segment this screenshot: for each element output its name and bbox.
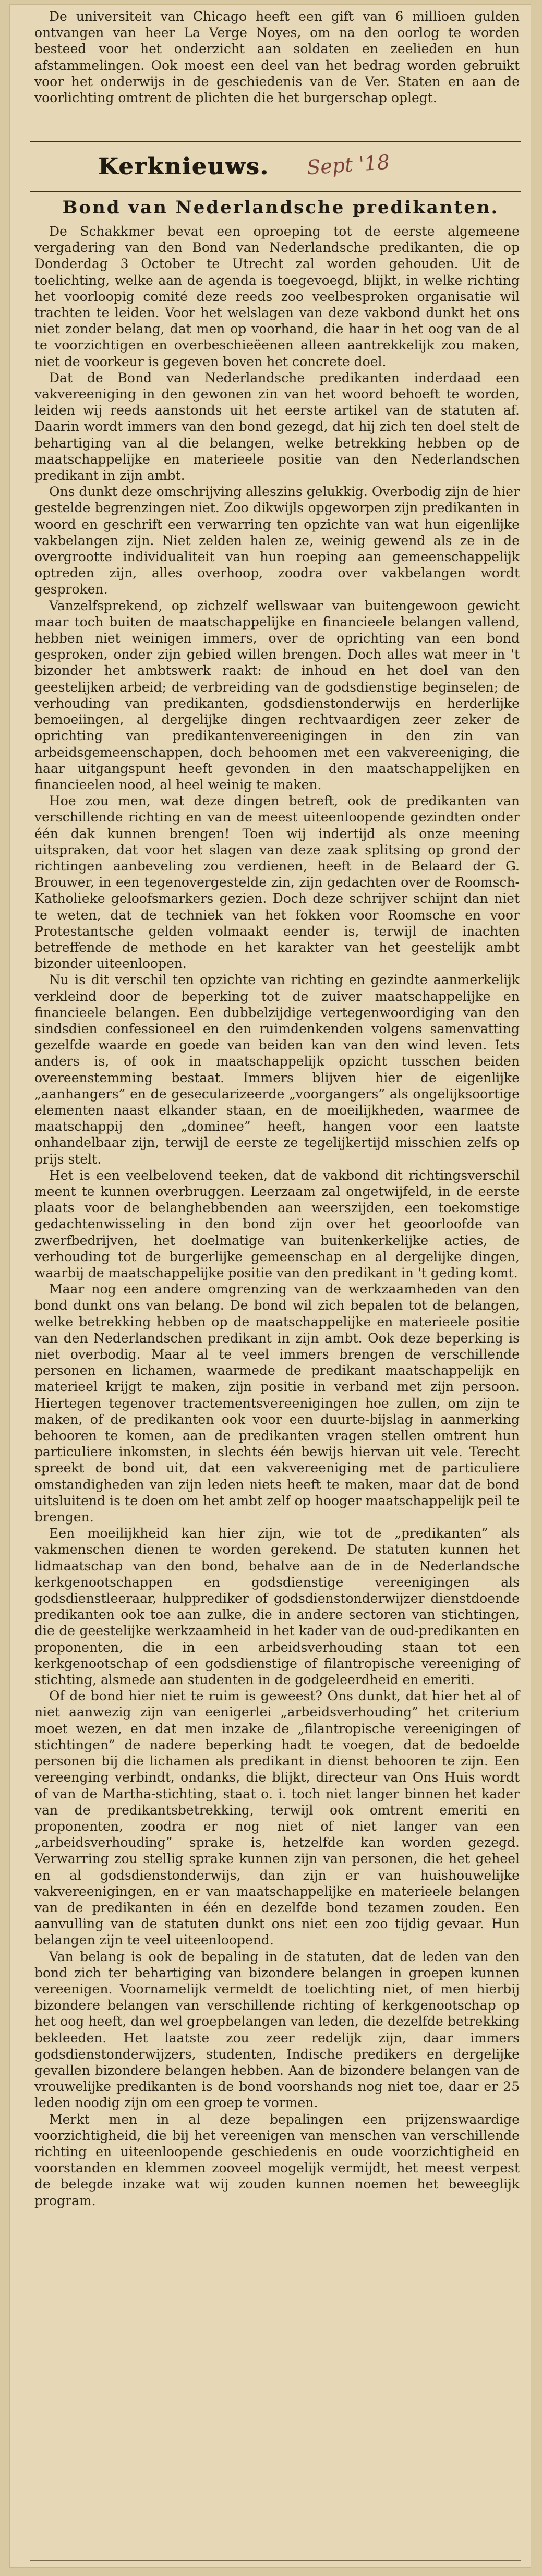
article-paragraph: Een moeilijkheid kan hier zijn, wie tot de „predikanten” als vakmenschen dienen te worden gerekend. De statuten kunnen het lidmaatschap van den bond, behalve aan de in de Nederlandsche kerkgenootschappen en godsdienstige vereenigingen als godsdienstleeraar, hulpprediker of godsdienstonderwijzer dienstdoende predikanten ook toe aan zulke, die in andere sectoren van stichtingen, die de geestelijke werkzaamheid in het kader van de oud-predikanten en proponenten, die in een arbeidsverhouding staan tot een kerkgenootschap of een godsdienstige of filantropische vereeniging of stichting, alsmede aan studenten in de godgeleerdheid en emeriti. <box>34 1526 520 1688</box>
top-article <box>34 8 520 106</box>
article-paragraph: Maar nog een andere omgrenzing van de werkzaamheden van den bond dunkt ons van belang. De bond wil zich bepalen tot de belangen, welke betrekking hebben op de maatschappelijke en materieele positie van den Nederlandschen predikant in zijn ambt. Ook deze beperking is niet overbodig. Maar al te veel immers brengen de verschillende personen en lichamen, waarmede de predikant maatschappelijk en materieel krijgt te maken, zijn positie in verband met zijn persoon. Hiertegen tegenover tractementsvereenigingen hoe zullen, om zijn te maken, of de predikanten ook voor een duurte-bijslag in aanmerking behooren te komen, aan de predikanten vragen stellen omtrent hun particuliere inkomsten, in slechts één bewijs hiervan uit vele. Terecht spreekt de bond uit, dat een vakvereeniging met de particuliere omstandigheden van zijn leden niets heeft te maken, maar dat de bond uitsluitend is te doen om het ambt zelf op hooger maatschappelijk peil te brengen. <box>34 1281 520 1525</box>
article-paragraph: Van belang is ook de bepaling in de statuten, dat de leden van den bond zich ter behartiging van bizondere belangen in groepen kunnen vereenigen. Voornamelijk vermeldt de toelichting niet, of men hierbij bizondere belangen van verschillende richting of kerkgenootschap op het oog heeft, dan wel groepbelangen van leden, die dezelfde betrekking bekleeden. Het laatste zou zeer redelijk zijn, daar immers godsdienstonderwijzers, studenten, Indische predikers en dergelijke gevallen bizondere belangen hebben. Aan de bizondere belangen van de vrouwelijke predikanten is de bond voorshands nog niet toe, daar er 25 leden noodig zijn om een groep te vormen. <box>34 1949 520 2111</box>
article-paragraph: Of de bond hier niet te ruim is geweest? Ons dunkt, dat hier het al of niet aanwezig zijn van eenigerlei „arbeidsverhouding” het criterium moet wezen, en dat men inzake de „filantropische vereenigingen of stichtingen” de nadere beperking hadt te voegen, dat de bedoelde personen bij die lichamen als predikant in dienst behooren te zijn. Een vereenging verbindt, ondanks, die blijkt, directeur van Ons Huis wordt of van de Martha-stichting, staat o. i. toch niet langer binnen het kader van de predikantsbetrekking, terwijl ook omtrent emeriti en proponenten, zoodra er nog niet of niet langer van een „arbeidsverhouding” sprake is, hetzelfde kan worden gezegd. Verwarring zou stellig sprake kunnen zijn van personen, die het geheel en al godsdienstonderwijs, dan zijn er van huishouwelijke vakvereenigingen, en er van maatschappelijke en materieele belangen van de predikanten in één en dezelfde bond tezamen zouden. Een aanvulling van de statuten dunkt ons niet een zoo tijdig gevaar. Hun belangen zijn te veel uiteenloopend. <box>34 1688 520 1948</box>
section-title: Kerknieuws. <box>98 153 269 180</box>
divider-under-section <box>30 191 521 192</box>
article-paragraph: Ons dunkt deze omschrijving alleszins gelukkig. Overbodig zijn de hier gestelde begrenzingen niet. Zoo dikwijls opgeworpen zijn predikanten in woord en geschrift een verwarring ten opzichte van wat hun eigenlijke vakbelangen zijn. Niet zelden halen ze, weinig gewend als ze in de overgrootte individualiteit van hun roeping aan gemeenschappelijk optreden zijn, alles overhoop, zoodra over vakbelangen wordt gesproken. <box>34 484 520 597</box>
article-paragraph: Nu is dit verschil ten opzichte van richting en gezindte aanmerkelijk verkleind door de beperking tot de zuiver maatschappelijke en financieele belangen. Een dubbelzijdige vertegenwoordiging van den sindsdien confessioneel en den ruimdenkenden volgens samenvatting gezelfde waarde en goede van beiden kan van den wind leven. Iets anders is, of ook in maatschappelijk opzicht tusschen beiden overeenstemming bestaat. Immers blijven hier de eigenlijke „aanhangers” en de gesecularizeerde „voorgangers” als ongelijksoortige elementen naast elkander staan, en de moeilijkheden, waarmee de maatschappij den „dominee” heeft, hangen voor een laatste onhandelbaar zijn, terwijl de eerste ze tegelijkertijd misschien zelfs op prijs stelt. <box>34 972 520 1167</box>
section-header <box>35 150 515 191</box>
newspaper-clipping <box>9 4 531 2568</box>
article-paragraph: Dat de Bond van Nederlandsche predikanten inderdaad een vakvereeniging in den gewonen zin van het woord behoeft te worden, leiden wij reeds aanstonds uit het eerste artikel van de statuten af. Daarin wordt immers van den bond gezegd, dat hij zich ten doel stelt de behartiging van al die belangen, welke betrekking hebben op de maatschappelijke en materieele positie van den Nederlandschen predikant in zijn ambt. <box>34 370 520 483</box>
handwritten-date-annotation: Sept '18 <box>306 150 391 179</box>
divider-top <box>30 141 521 142</box>
article-paragraph: De Schakkmer bevat een oproeping tot de eerste algemeene vergadering van den Bond van Nederlandsche predikanten, die op Donderdag 3 October te Utrecht zal worden gehouden. Uit de toelichting, welke aan de agenda is toegevoegd, blijkt, in welke richting het voorloopig comité deze reeds zoo veelbesproken organisatie wil trachten te leiden. Voor het welslagen van deze vakbond dunkt het ons niet zonder belang, dat men op voorhand, die haar in het oog van de al te voorzichtigen en overbeschieëenen alleen aantrekkelijk zou maken, niet de voorkeur is gegeven boven het concrete doel. <box>34 224 520 369</box>
article-paragraph: Hoe zou men, wat deze dingen betreft, ook de predikanten van verschillende richting en van de meest uiteenloopende gezindten onder één dak kunnen brengen! Toen wij indertijd als onze meening uitspraken, dat voor het slagen van deze zaak splitsing op grond der richtingen aanbeveling zou verdienen, heeft in de Belaard der G. Brouwer, in een tegenovergestelde zin, zijn gedachten over de Roomsch-Katholieke geloofsmarkers gezien. Doch deze schrijver schijnt dan niet te weten, dat de techniek van het fokken voor Roomsche en voor Protestantsche gelden volmaakt eender is, terwijl de inachten betreffende de methode en het karakter van het geestelijk ambt bizonder uiteenloopen. <box>34 793 520 972</box>
article-body <box>34 223 520 2209</box>
article-paragraph: Vanzelfsprekend, op zichzelf wellswaar van buitengewoon gewicht maar toch buiten de maatschappelijke en financieele belangen vallend, hebben niet weinigen immers, over de oprichting van een bond gesproken, onder zijn gebied willen brengen. Doch alles wat meer in 't bizonder het ambtswerk raakt: de inhoud en het doel van den geestelijken arbeid; de verbreiding van de godsdienstige beginselen; de verhouding van predikanten, godsdienstonderwijs en herderlijke bemoeiingen, al dergelijke dingen rechtvaardigen zeer zeker de oprichting van predikantenvereenigingen in den zin van arbeidsgemeenschappen, doch behoomen met een vakvereeniging, die haar uitgangspunt heeft gevonden in den maatschappelijken en financieelen nood, al heel weinig te maken. <box>34 598 520 792</box>
divider-bottom <box>30 2560 521 2561</box>
article-title: Bond van Nederlandsche predikanten. <box>62 197 499 218</box>
top-article-text: De universiteit van Chicago heeft een gift van 6 millioen gulden ontvangen van heer La Verge Noyes, om na den oorlog te worden besteed voor het onderzicht aan soldaten en zeelieden en hun afstammelingen. Ook moest een deel van het bedrag worden gebruikt voor het onderwijs in de geschiedenis van de Ver. Staten en aan de voorlichting omtrent de plichten die het burgerschap oplegt. <box>34 9 520 106</box>
article-paragraph: Het is een veelbelovend teeken, dat de vakbond dit richtingsverschil meent te kunnen overbruggen. Leerzaam zal ongetwijfeld, in de eerste plaats voor de belanghebbenden aan weerszijden, een toekomstige gedachtenwisseling in den bond zijn over het geoorloofde van zwerfbedrijven, het doelmatige van buitenkerkelijke acties, de verhouding tot de burgerlijke gemeenschap en al dergelijke dingen, waarbij de maatschappelijke positie van den predikant in 't geding komt. <box>34 1167 520 1280</box>
article-paragraph: Merkt men in al deze bepalingen een prijzenswaardige voorzichtigheid, die bij het vereenigen van menschen van verschillende richting en uiteenloopende geschiedenis en oude voorzichtigheid en voorstanden en klemmen zooveel mogelijk vermijdt, het meest verpest de belegde inzake wat wij zouden kunnen noemen het beweeglijk program. <box>34 2111 520 2208</box>
